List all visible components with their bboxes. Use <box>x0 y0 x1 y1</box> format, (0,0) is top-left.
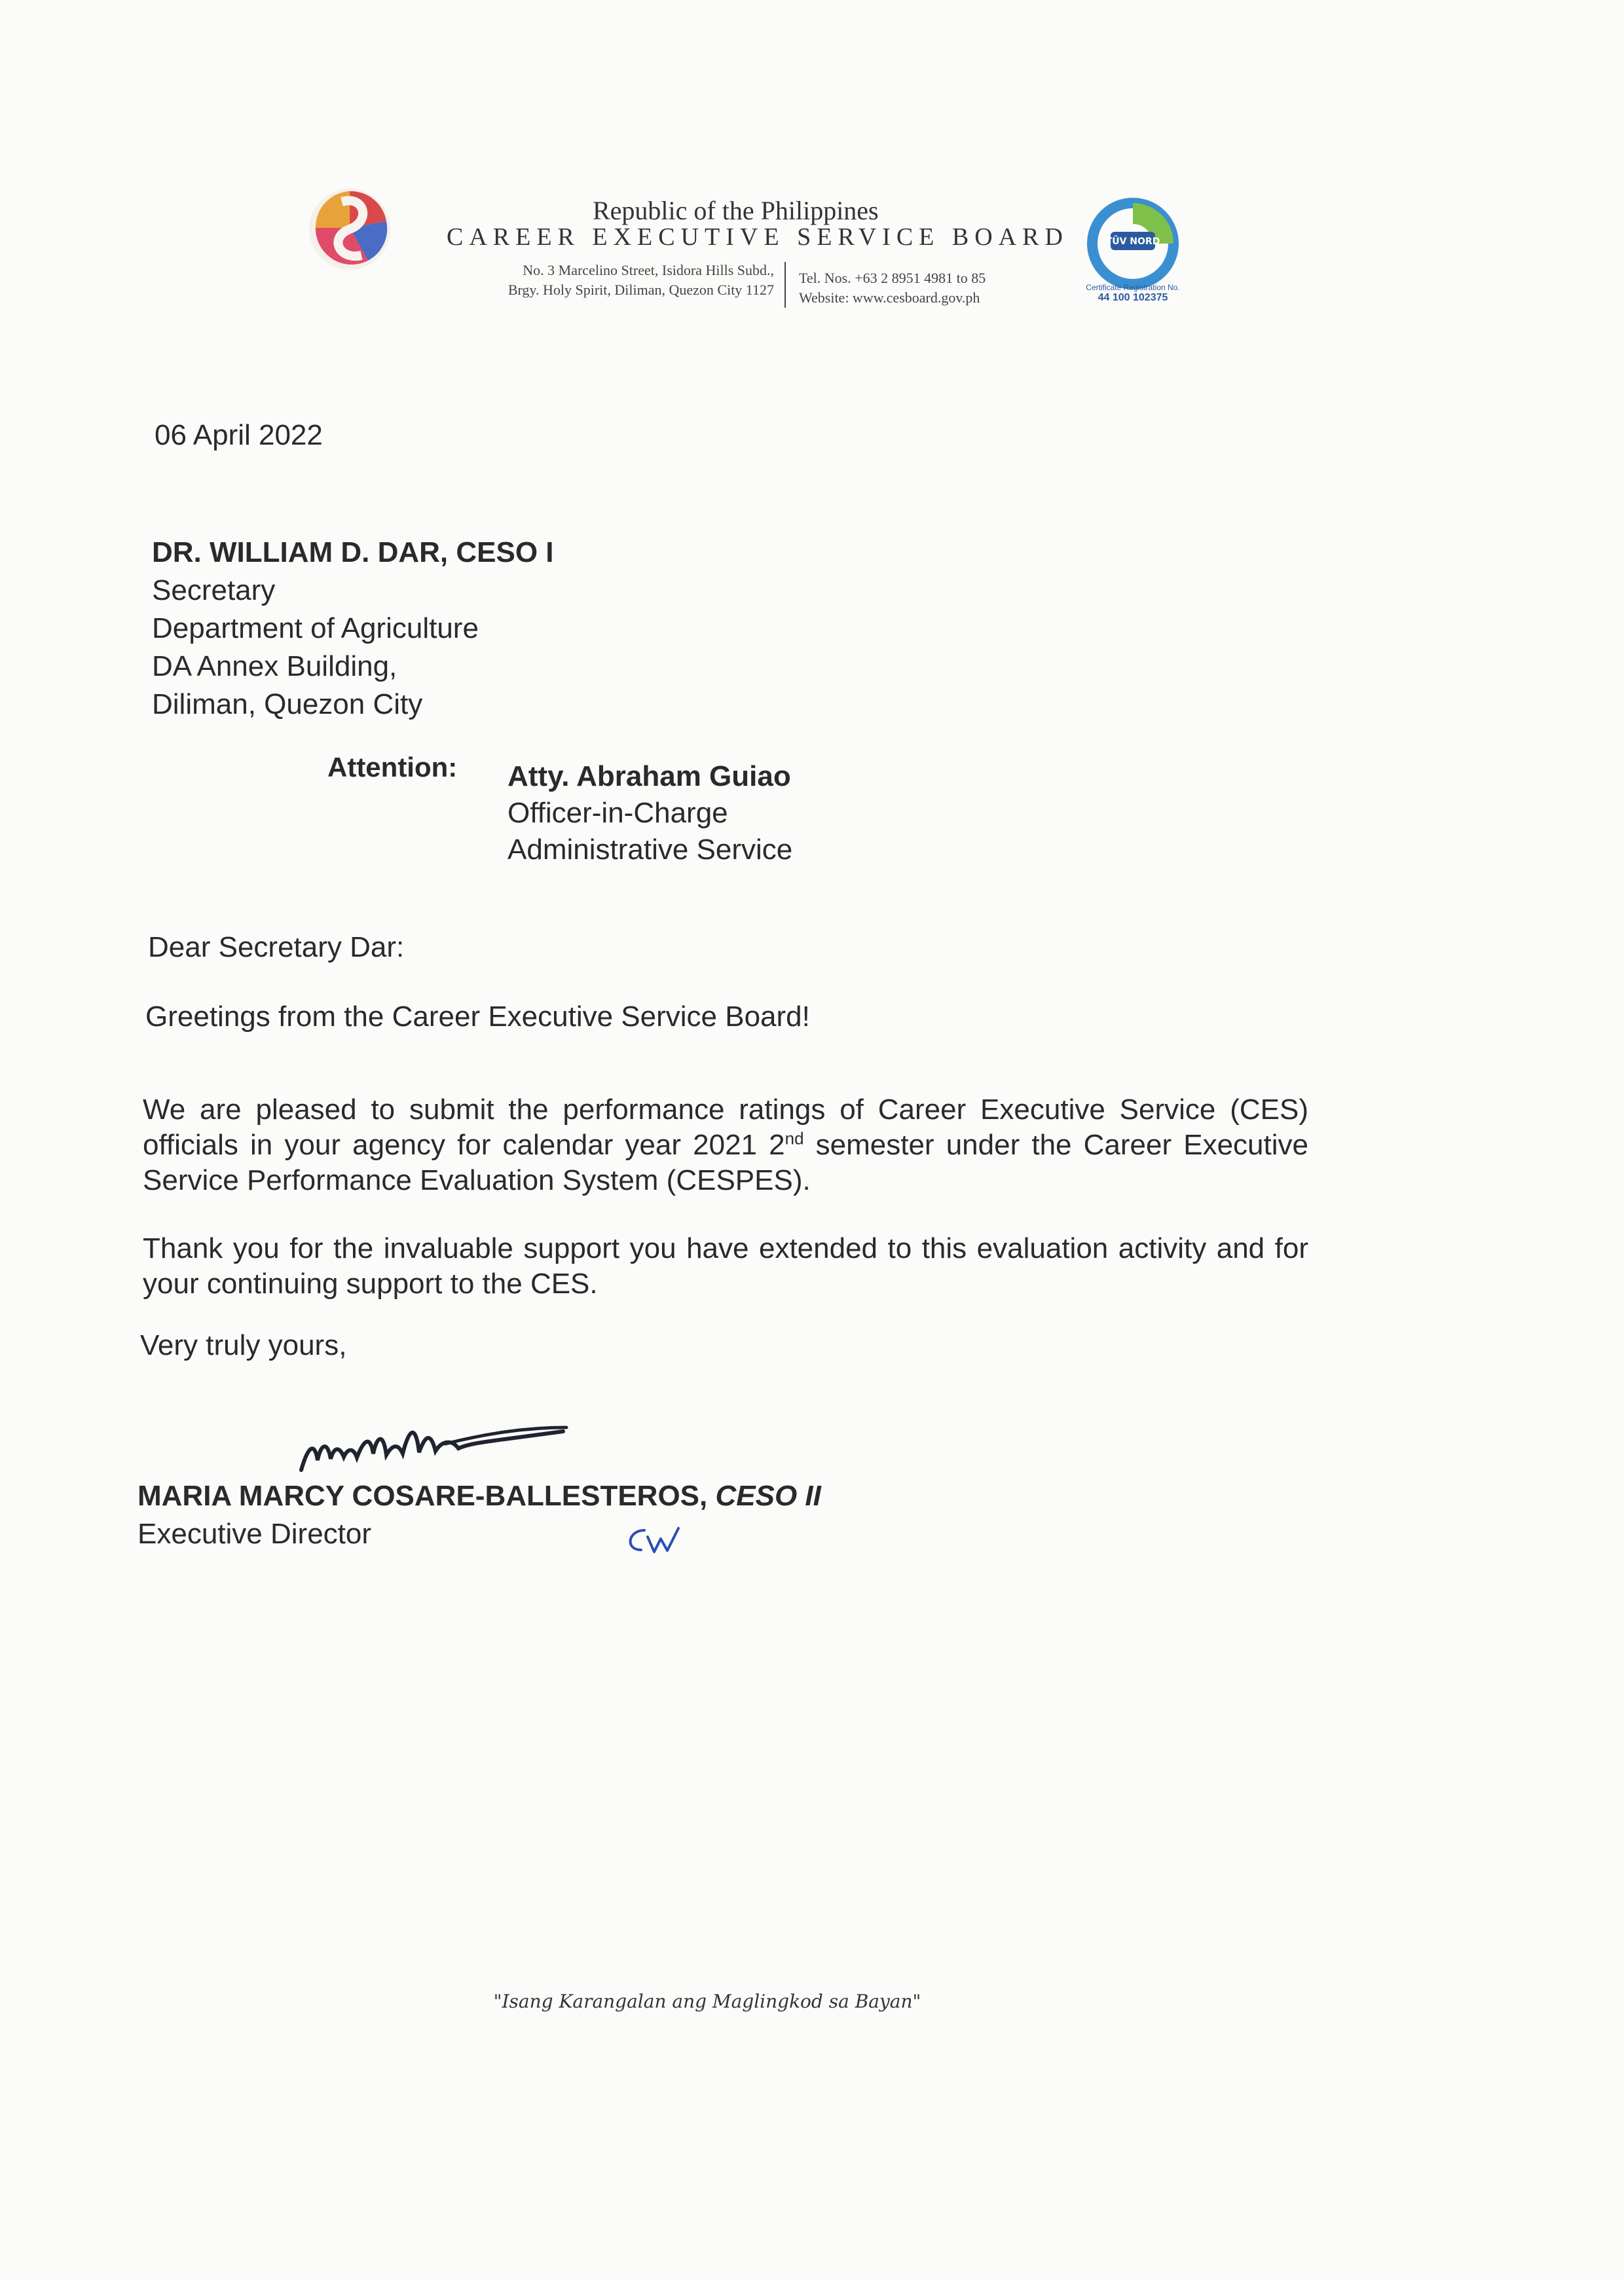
header-address <box>434 261 774 300</box>
greeting: Greetings from the Career Executive Service Board! <box>145 1001 810 1033</box>
salutation: Dear Secretary Dar: <box>148 931 405 963</box>
recipient-address-2: Diliman, Quezon City <box>152 688 423 720</box>
recipient-address-1: DA Annex Building, <box>152 650 397 682</box>
cert-registration-label: Certificate Registration No. <box>1086 283 1180 292</box>
signer-name-text: MARIA MARCY COSARE-BALLESTEROS, <box>138 1480 708 1512</box>
letter-date: 06 April 2022 <box>155 419 323 451</box>
body-paragraph-2: Thank you for the invaluable support you have extended to this evaluation activity and for your continuing support to the CES. <box>143 1232 1308 1300</box>
header-board-name: CAREER EXECUTIVE SERVICE BOARD <box>447 223 1069 251</box>
recipient-name: DR. WILLIAM D. DAR, CESO I <box>152 536 554 568</box>
ces-board-logo <box>303 182 401 274</box>
tuv-nord-cert-logo <box>1080 196 1185 295</box>
recipient-block <box>152 534 554 724</box>
signer-title: Executive Director <box>138 1518 372 1550</box>
attention-label: Attention: <box>327 752 458 782</box>
signer-rank: CESO II <box>715 1480 821 1512</box>
header-tel: Tel. Nos. +63 2 8951 4981 to 85 <box>799 270 986 286</box>
attention-name: Atty. Abraham Guiao <box>507 760 791 792</box>
address-line-2: Brgy. Holy Spirit, Diliman, Quezon City 1127 <box>507 282 774 298</box>
para1-text-b: semester under the Career Executive Service Performance Evaluation System (CESPES). <box>143 1129 1308 1196</box>
para1-text-a: We are pleased to submit the performance ratings of Career Executive Service (CES) officials in your agency for calendar year 2021 2 <box>143 1094 1308 1161</box>
cert-badge-text: TÜV NORD <box>1105 236 1160 247</box>
attention-title: Officer-in-Charge <box>507 797 728 829</box>
attention-office: Administrative Service <box>507 834 793 866</box>
header-contact <box>799 268 986 308</box>
recipient-org: Department of Agriculture <box>152 612 479 644</box>
attention-block <box>507 758 792 868</box>
body-paragraph-1 <box>143 1092 1308 1198</box>
header-website: Website: www.cesboard.gov.ph <box>799 289 980 306</box>
footer-motto: "Isang Karangalan ang Maglingkod sa Bayan" <box>493 1991 921 2012</box>
address-line-1: No. 3 Marcelino Street, Isidora Hills Subd., <box>523 262 774 278</box>
header-divider <box>784 262 786 308</box>
signer-name <box>138 1480 821 1513</box>
recipient-title: Secretary <box>152 574 276 606</box>
header-republic: Republic of the Philippines <box>593 196 879 225</box>
cert-registration-number: 44 100 102375 <box>1098 292 1168 303</box>
cert-registration <box>1074 283 1192 303</box>
handwritten-signature <box>288 1408 576 1480</box>
para1-superscript: nd <box>784 1128 804 1149</box>
closing: Very truly yours, <box>140 1329 347 1361</box>
handwritten-initials <box>618 1520 684 1560</box>
